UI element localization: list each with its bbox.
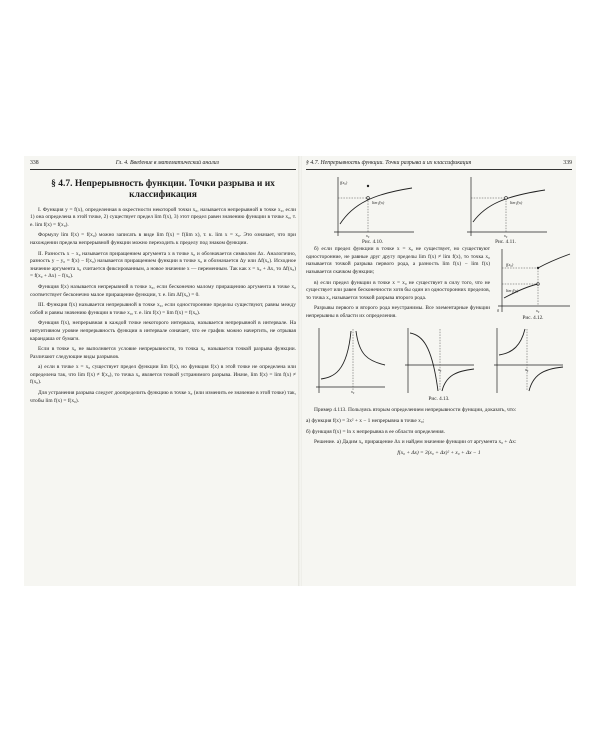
figure-4-11-graph: [461, 174, 551, 238]
figure-4-10: [328, 174, 418, 247]
graph-label-lim: lim f(x): [506, 288, 519, 294]
figure-4-13-caption: Рис. 4.13.: [428, 395, 450, 402]
paragraph-increment: II. Разность x − x₀ называется приращением аргумента x в точке x₀ и обозначается символом Δx. Аналогично, разность y − y₀ = f(x) − f(x₀) называется приращением функции в точке x₀ и обозначается Δy или Δf(x₀). Исходное значение аргумента x₀ считается фиксированным, а новое значение x — переменным. Так как x = x₀ + Δx, то Δf(x₀) = f(x₀ + Δx) − f(x₀).: [30, 250, 296, 280]
paragraph-elementary: Разрывы первого и второго рода неустранимы. Все элементарные функции непрерывны в области их определения.: [306, 305, 490, 319]
figure-4-13-graph-a: [313, 325, 387, 395]
section-title: § 4.7. Непрерывность функции. Точки разрыва и их классификация: [51, 178, 275, 200]
paragraph-definition-2: Функция f(x) называется непрерывной в точке x₀, если бесконечно малому приращению аргумента в точке x₀ соответствует бесконечно малое приращение функции, т. е. lim Δf(x₀) = 0.: [30, 283, 296, 298]
paragraph-removal: Для устранения разрыва следует доопределить функцию в точке x₀ (или изменить ее значение в этой точке) так, чтобы lim f(x) = f(x₀).: [30, 390, 296, 404]
example-part-a: а) функция f(x) = 3x² + x − 1 непрерывна в точке x₀;: [306, 417, 425, 424]
graph-label-x0: x₀: [524, 366, 528, 372]
figure-4-12-caption: Рис. 4.12.: [522, 315, 544, 322]
figures-top-row: [306, 174, 572, 247]
paragraph-removable: а) если в точке x = x₀ существует предел функции lim f(x), но функция f(x) в этой точке не определена или определена так, что lim f(x) ≠ f(x₀), то точка x₀ является точкой устранимого разрыва. Иначе, lim f(x) = lim f(x) ≠ f(x₀).: [30, 364, 296, 386]
paragraph-second-kind: в) если предел функции в точке x = x₀ не существует в силу того, что не существует или равен бесконечности хотя бы один из односторонних пределов, то точка x₀ называется точкой разрыва второго рода.: [306, 279, 490, 301]
graph-label-x0: x₀: [503, 232, 507, 238]
graph-label-fx0: f(x₀): [506, 262, 514, 268]
paragraph-definition-1: I. Функция y = f(x), определенная в окрестности некоторой точки x₀, называется непрерывной в точке x₀, если 1) она определена в этой точке, 2) существует предел lim f(x), 3) этот предел равен значению функции в точке x₀, т. е. lim f(x) = f(x₀).: [30, 206, 296, 228]
right-page-header: [306, 160, 572, 170]
figure-4-13-graph-b: [402, 325, 476, 395]
figure-4-12-graph: [494, 246, 572, 314]
graph-label-x0: x₀: [437, 366, 442, 372]
figure-4-13-graph-c: [491, 325, 565, 395]
paragraph-interval: Функция f(x), непрерывная в каждой точке некоторого интервала, называется непрерывной в интервале. На интуитивном уровне непрерывность функции в интервале означает, что ее график можно начертить, не отрывая карандаша от бумаги.: [30, 320, 296, 342]
left-page: [30, 160, 296, 580]
paragraph-first-kind: б) если предел функции в точке x = x₀ не существует, но существуют односторонние, не равные друг другу пределы lim f(x) ≠ lim f(x), то точка x₀ называется точкой разрыва первого рода, а разность lim f(x) − lim f(x) называется скачком функции;: [306, 246, 490, 275]
graph-label-fx0: f(x₀): [339, 179, 347, 185]
graph-label-zero: 0: [497, 308, 500, 314]
graph-label-lim: lim f(x): [371, 199, 384, 205]
left-running-head: Гл. 4. Введение в математический анализ: [115, 160, 219, 166]
paragraph-definition-3: III. Функция f(x) называется непрерывной в точке x₀, если односторонние пределы существуют, равны между собой и равны значению функции в точке x₀, т. е. lim f(x) = lim f(x) = f(x₀).: [30, 302, 296, 316]
graph-label-x0: x₀: [536, 308, 540, 314]
graph-label-lim: lim f(x): [509, 199, 522, 205]
paragraph-discontinuity: Если в точке x₀ не выполняется условие непрерывности, то точка x₀ называется точкой разрыва функции. Различают следующие виды разрывов.: [30, 346, 296, 360]
paragraph-limit-formula: Формулу lim f(x) = f(x₀) можно записать в виде lim f(x) = f(lim x), т. к. lim x = x₀. Это означает, что при нахождении предела непрерывной функции можно переходить к пределу под знаком функции.: [30, 232, 296, 246]
example-part-b: б) функция f(x) = ln x непрерывна в ее области определения.: [306, 428, 445, 435]
solution-text: Решение. а) Дадим x₀ приращение Δx и найдем значение функции от аргумента x₀ + Δx:: [314, 439, 517, 446]
example-heading: Пример 4.113. Пользуясь вторым определением непрерывности функции, доказать, что:: [314, 407, 517, 414]
right-running-head: § 4.7. Непрерывность функции. Точки разрыва и их классификация: [306, 160, 472, 166]
figure-4-10-caption: Рис. 4.10.: [362, 238, 383, 245]
figure-4-11: [461, 174, 551, 247]
figure-4-12: [494, 246, 572, 323]
right-page-number: 339: [563, 160, 572, 166]
left-page-number: 338: [30, 160, 39, 166]
graph-label-x0: x₀: [351, 388, 355, 394]
left-page-header: [30, 160, 296, 170]
figure-4-10-graph: [328, 174, 418, 238]
graph-label-x0: x₀: [365, 232, 369, 238]
figure-4-13-row: [306, 325, 572, 395]
book-gutter: [298, 156, 302, 586]
figure-4-11-caption: Рис. 4.11.: [495, 238, 516, 245]
solution-formula: f(x₀ + Δx) = 3(x₀ + Δx)² + x₀ + Δx − 1: [397, 449, 481, 456]
right-page: [306, 160, 572, 580]
